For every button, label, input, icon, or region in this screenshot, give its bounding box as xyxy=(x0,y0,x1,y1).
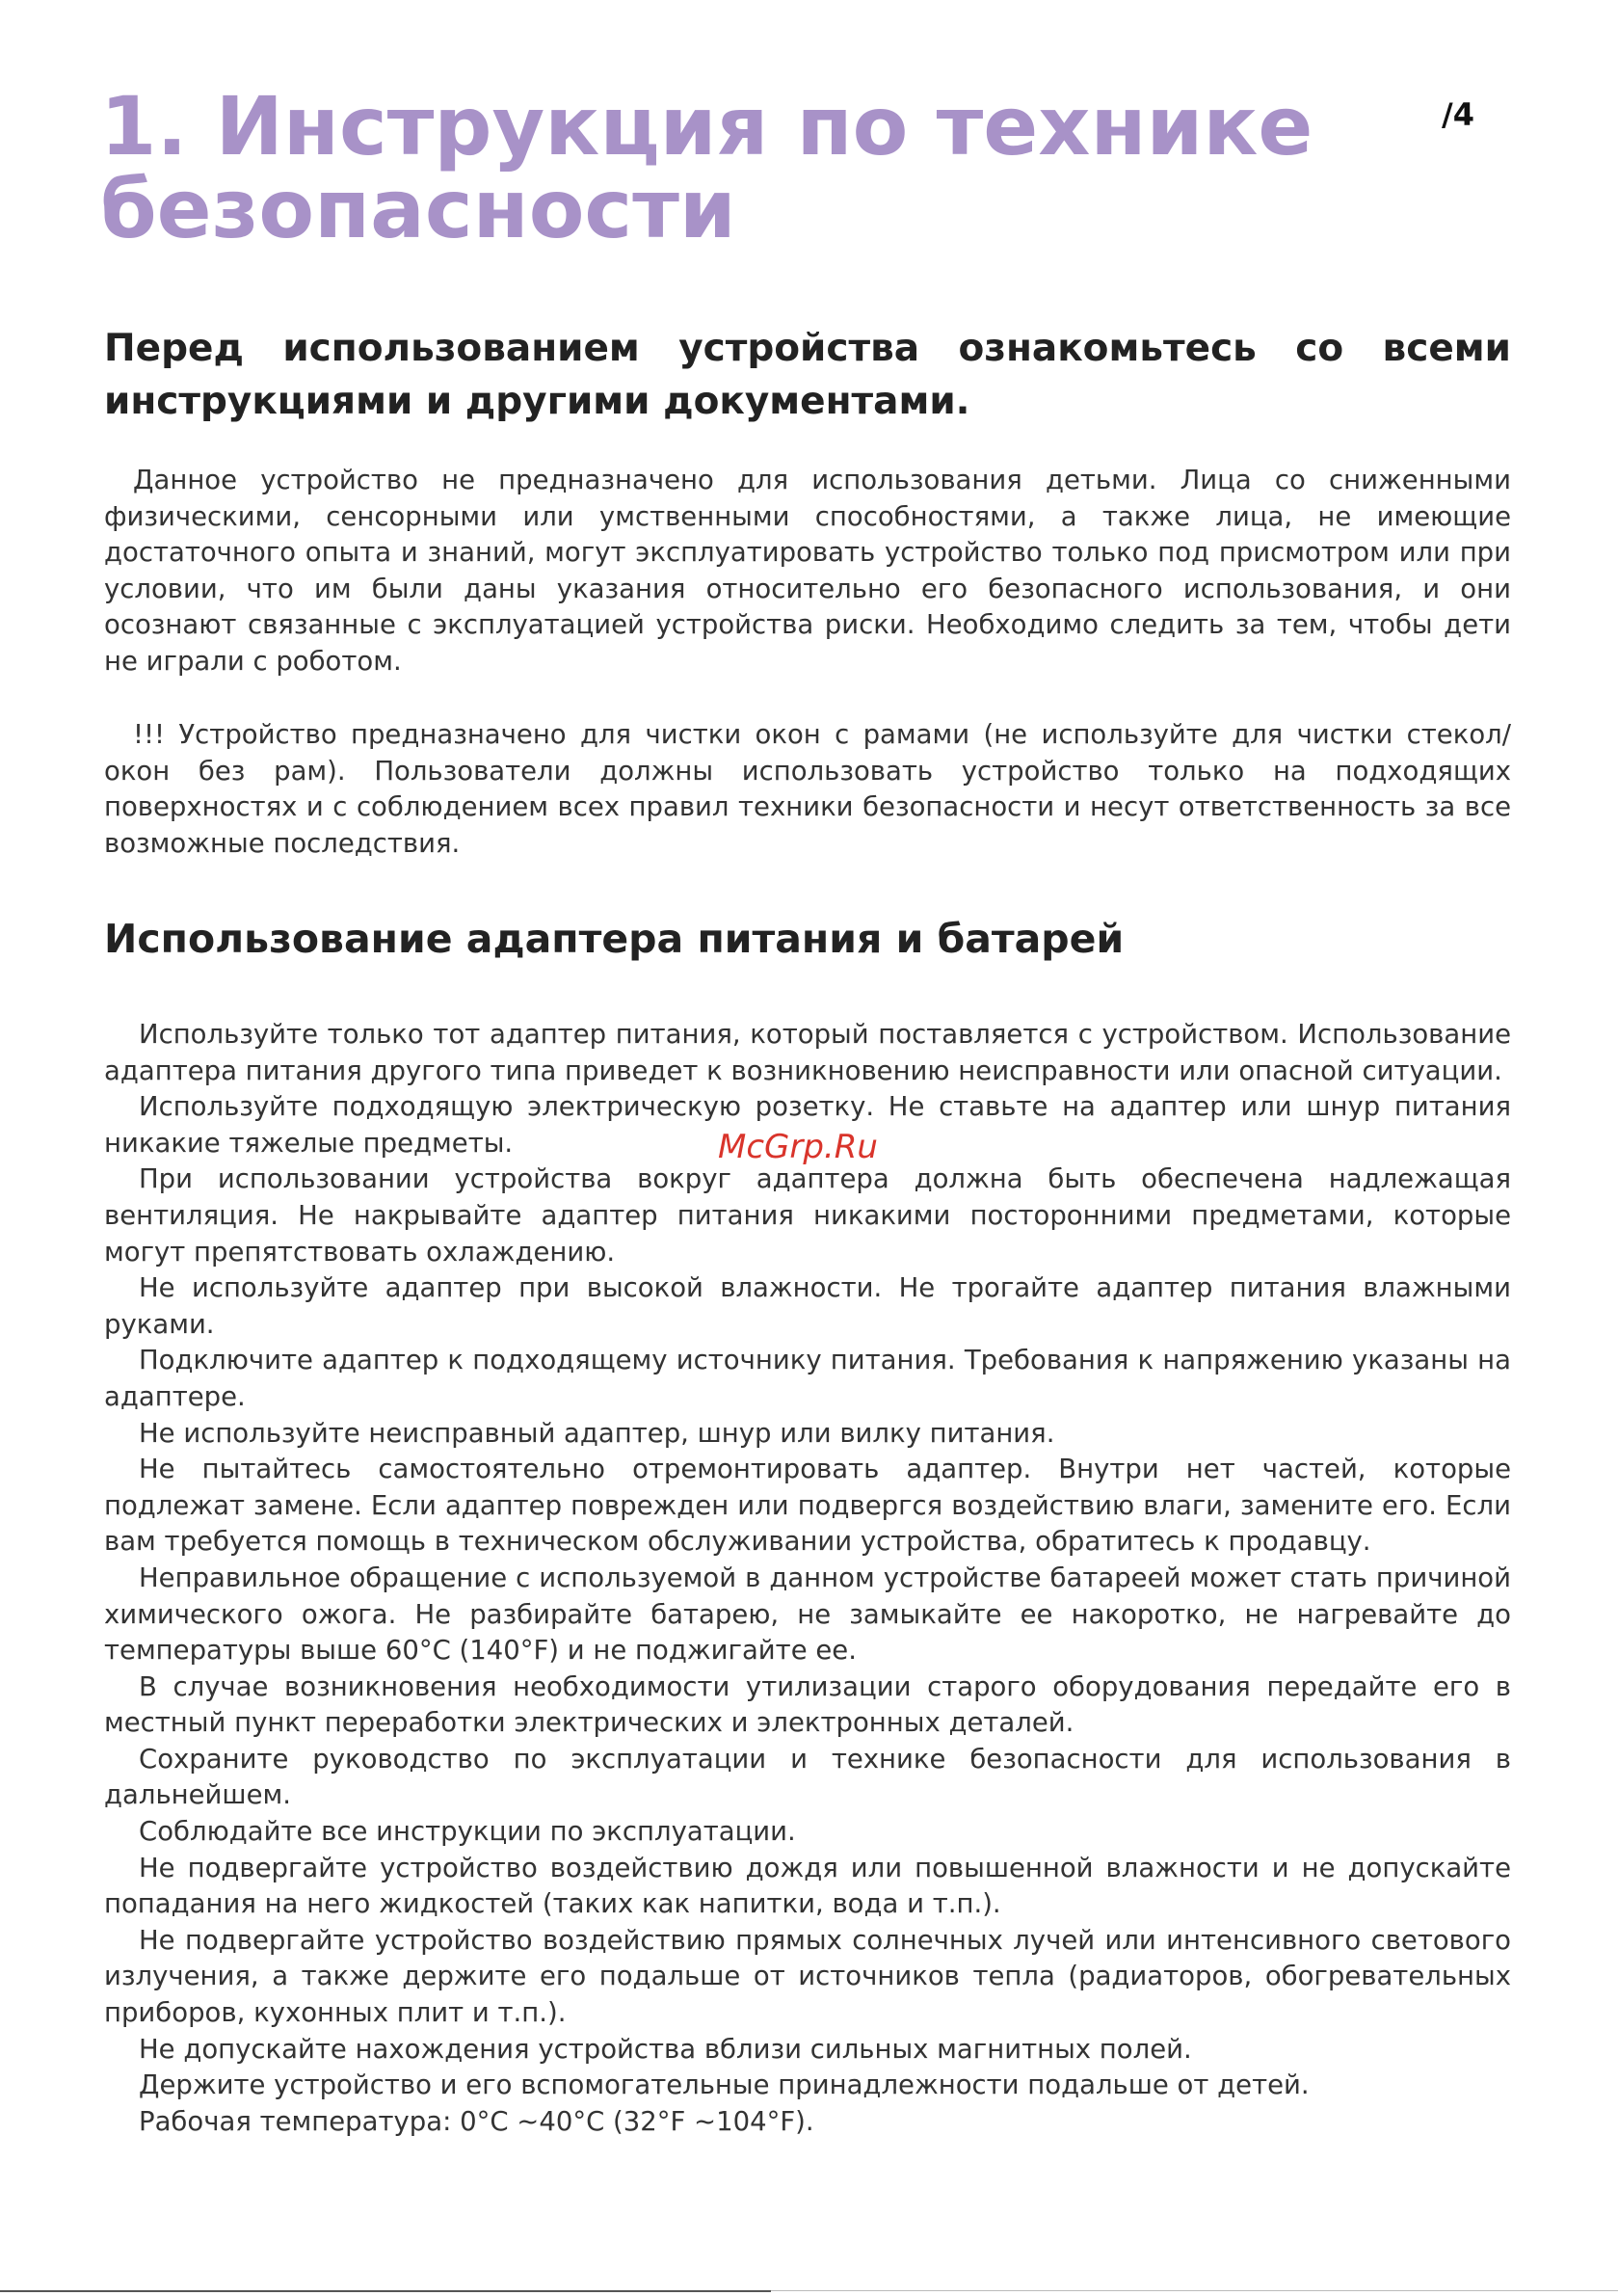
rule-item: Не подвергайте устройство воздействию прямых солнечных лучей или интенсивного светового излучения, а также держите его подальше от источников тепла (радиаторов, обогревательных приборов, кухонных плит и т.п.). xyxy=(104,1924,1511,2029)
page-title-line-1: 1. Инструкция по технике xyxy=(100,79,1313,174)
section-heading-power: Использование адаптера питания и батарей xyxy=(104,916,1125,962)
page-number: /4 xyxy=(1442,96,1474,133)
rule-item: Подключите адаптер к подходящему источнику питания. Требования к напряжению указаны на адаптере. xyxy=(104,1345,1511,1412)
rules-list xyxy=(104,1017,1511,2140)
intro-heading-line-1: Перед использованием устройства ознакомьтесь со всеми xyxy=(104,327,1511,370)
paragraph: Данное устройство не предназначено для использования детьми. Лица со сниженными физическими, сенсорными или умственными способностями, а также лица, не имеющие достаточного опыта и знаний, могут эксплуатировать устройство только под присмотром или при условии, что им были даны указания относительно его безопасного использования, и они осознают связанные с эксплуатацией устройства риски. Необходимо следить за тем, чтобы дети не играли с роботом. xyxy=(104,465,1511,677)
rule-item: Не используйте адаптер при высокой влажности. Не трогайте адаптер питания влажными руками. xyxy=(104,1272,1511,1340)
footer-divider-right xyxy=(771,2290,1618,2291)
rule-item: Не подвергайте устройство воздействию дождя или повышенной влажности и не допускайте попадания на него жидкостей (таких как напитки, вода и т.п.). xyxy=(104,1852,1511,1920)
rule-item: Не допускайте нахождения устройства вблизи сильных магнитных полей. xyxy=(139,2033,1192,2065)
intro-heading xyxy=(104,322,1511,428)
page-title-line-2: безопасности xyxy=(100,162,736,256)
rule-item: Сохраните руководство по эксплуатации и технике безопасности для использования в дальнейшем. xyxy=(104,1743,1511,1811)
rule-item: Используйте только тот адаптер питания, который поставляется с устройством. Использование адаптера питания другого типа приведет к возникновению неисправности или опасной ситуации. xyxy=(104,1019,1511,1086)
rule-item: Рабочая температура: 0°C ~40°C (32°F ~104°F). xyxy=(139,2105,814,2137)
footer-divider xyxy=(0,2290,771,2292)
intro-heading-line-2: инструкциями и другими документами. xyxy=(104,380,970,423)
rule-item: Используйте подходящую электрическую розетку. Не ставьте на адаптер или шнур питания никакие тяжелые предметы. xyxy=(104,1091,1511,1159)
rule-item: При использовании устройства вокруг адаптера должна быть обеспечена надлежащая вентиляция. Не накрывайте адаптер питания никакими посторонними предметами, которые могут препятствовать охлаждению. xyxy=(104,1163,1511,1268)
paragraph: !!! Устройство предназначено для чистки окон с рамами (не используйте для чистки стекол/окон без рам). Пользователи должны использовать устройство только на подходящих поверхностях и с соблюдением всех правил техники безопасности и несут ответственность за все возможные последствия. xyxy=(104,719,1511,859)
rule-item: Соблюдайте все инструкции по эксплуатации. xyxy=(139,1816,796,1848)
rule-item: Не пытайтесь самостоятельно отремонтировать адаптер. Внутри нет частей, которые подлежат замене. Если адаптер поврежден или подвергся воздействию влаги, замените его. Если вам требуется помощь в техническом обслуживании устройства, обратитесь к продавцу. xyxy=(104,1454,1511,1558)
rule-item: Неправильное обращение с используемой в данном устройстве батареей может стать причиной химического ожога. Не разбирайте батарею, не замыкайте ее накоротко, не нагревайте до температуры выше 60°C (140°F) и не поджигайте ее. xyxy=(104,1562,1511,1667)
page-title xyxy=(100,79,1353,256)
rule-item: Не используйте неисправный адаптер, шнур или вилку питания. xyxy=(139,1417,1055,1449)
rule-item: Держите устройство и его вспомогательные принадлежности подальше от детей. xyxy=(139,2069,1310,2101)
intro-paragraph-children xyxy=(104,463,1511,681)
rule-item: В случае возникновения необходимости утилизации старого оборудования передайте его в местный пункт переработки электрических и электронных деталей. xyxy=(104,1670,1511,1739)
watermark: McGrp.Ru xyxy=(718,1128,878,1166)
intro-paragraph-frames xyxy=(104,717,1511,862)
